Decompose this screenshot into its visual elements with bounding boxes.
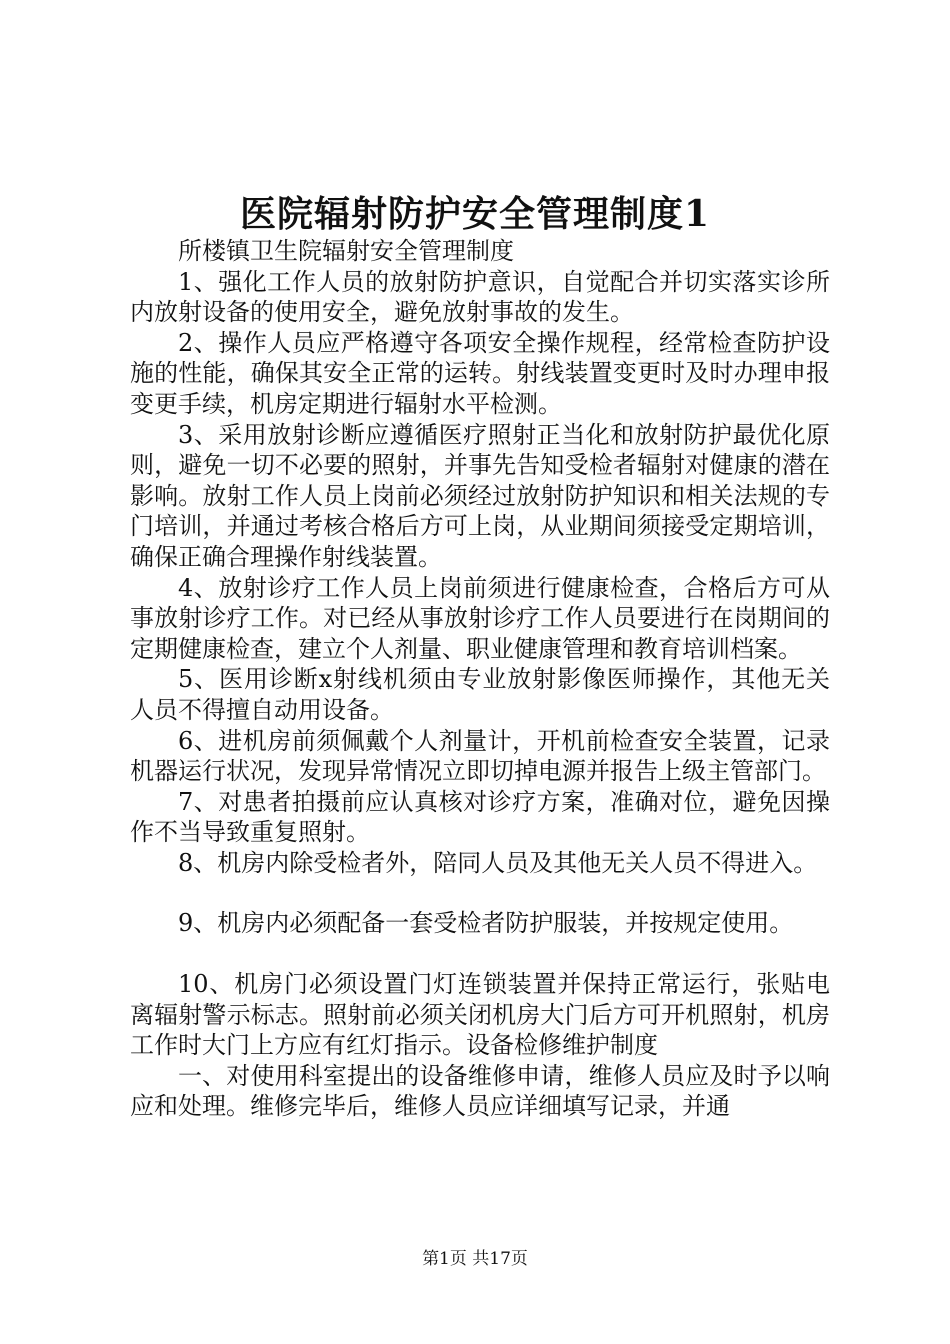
document-body	[130, 236, 830, 1122]
page-title: 医院辐射防护安全管理制度1	[239, 193, 711, 235]
paragraph-rule-8: 8、机房内除受检者外，陪同人员及其他无关人员不得进入。	[178, 848, 818, 877]
paragraph-rule-5: 5、医用诊断x射线机须由专业放射影像医师操作，其他无关人员不得擅自动用设备。	[130, 665, 830, 724]
paragraph-rule-2: 2、操作人员应严格遵守各项安全操作规程，经常检查防护设施的性能，确保其安全正常的运转。射线装置变更时及时办理申报变更手续，机房定期进行辐射水平检测。	[130, 328, 830, 418]
paragraph-rule-1: 1、强化工作人员的放射防护意识，自觉配合并切实落实诊所内放射设备的使用安全，避免放射事故的发生。	[130, 267, 830, 327]
paragraph-subtitle: 所楼镇卫生院辐射安全管理制度	[178, 237, 514, 265]
paragraph-rule-4: 4、放射诊疗工作人员上岗前须进行健康检查，合格后方可从事放射诊疗工作。对已经从事放射诊疗工作人员要进行在岗期间的定期健康检查，建立个人剂量、职业健康管理和教育培训档案。	[130, 573, 830, 663]
paragraph-rule-6: 6、进机房前须佩戴个人剂量计，开机前检查安全装置，记录机器运行状况，发现异常情况立即切掉电源并报告上级主管部门。	[130, 726, 830, 786]
paragraph-rule-3: 3、采用放射诊断应遵循医疗照射正当化和放射防护最优化原则，避免一切不必要的照射，并事先告知受检者辐射对健康的潜在影响。放射工作人员上岗前必须经过放射防护知识和相关法规的专门培训，并通过考核合格后方可上岗，从业期间须接受定期培训，确保正确合理操作射线装置。	[130, 420, 830, 571]
paragraph-rule-10: 10、机房门必须设置门灯连锁装置并保持正常运行，张贴电离辐射警示标志。照射前必须关闭机房大门后方可开机照射，机房工作时大门上方应有红灯指示。设备检修维护制度	[130, 970, 830, 1060]
paragraph-maintenance-1: 一、对使用科室提出的设备维修申请，维修人员应及时予以响应和处理。维修完毕后，维修人员应详细填写记录，并通	[130, 1061, 830, 1121]
paragraph-rule-9: 9、机房内必须配备一套受检者防护服装，并按规定使用。	[178, 909, 794, 938]
paragraph-rule-7: 7、对患者拍摄前应认真核对诊疗方案，准确对位，避免因操作不当导致重复照射。	[130, 787, 830, 847]
page-footer: 第1页 共17页	[422, 1249, 528, 1269]
